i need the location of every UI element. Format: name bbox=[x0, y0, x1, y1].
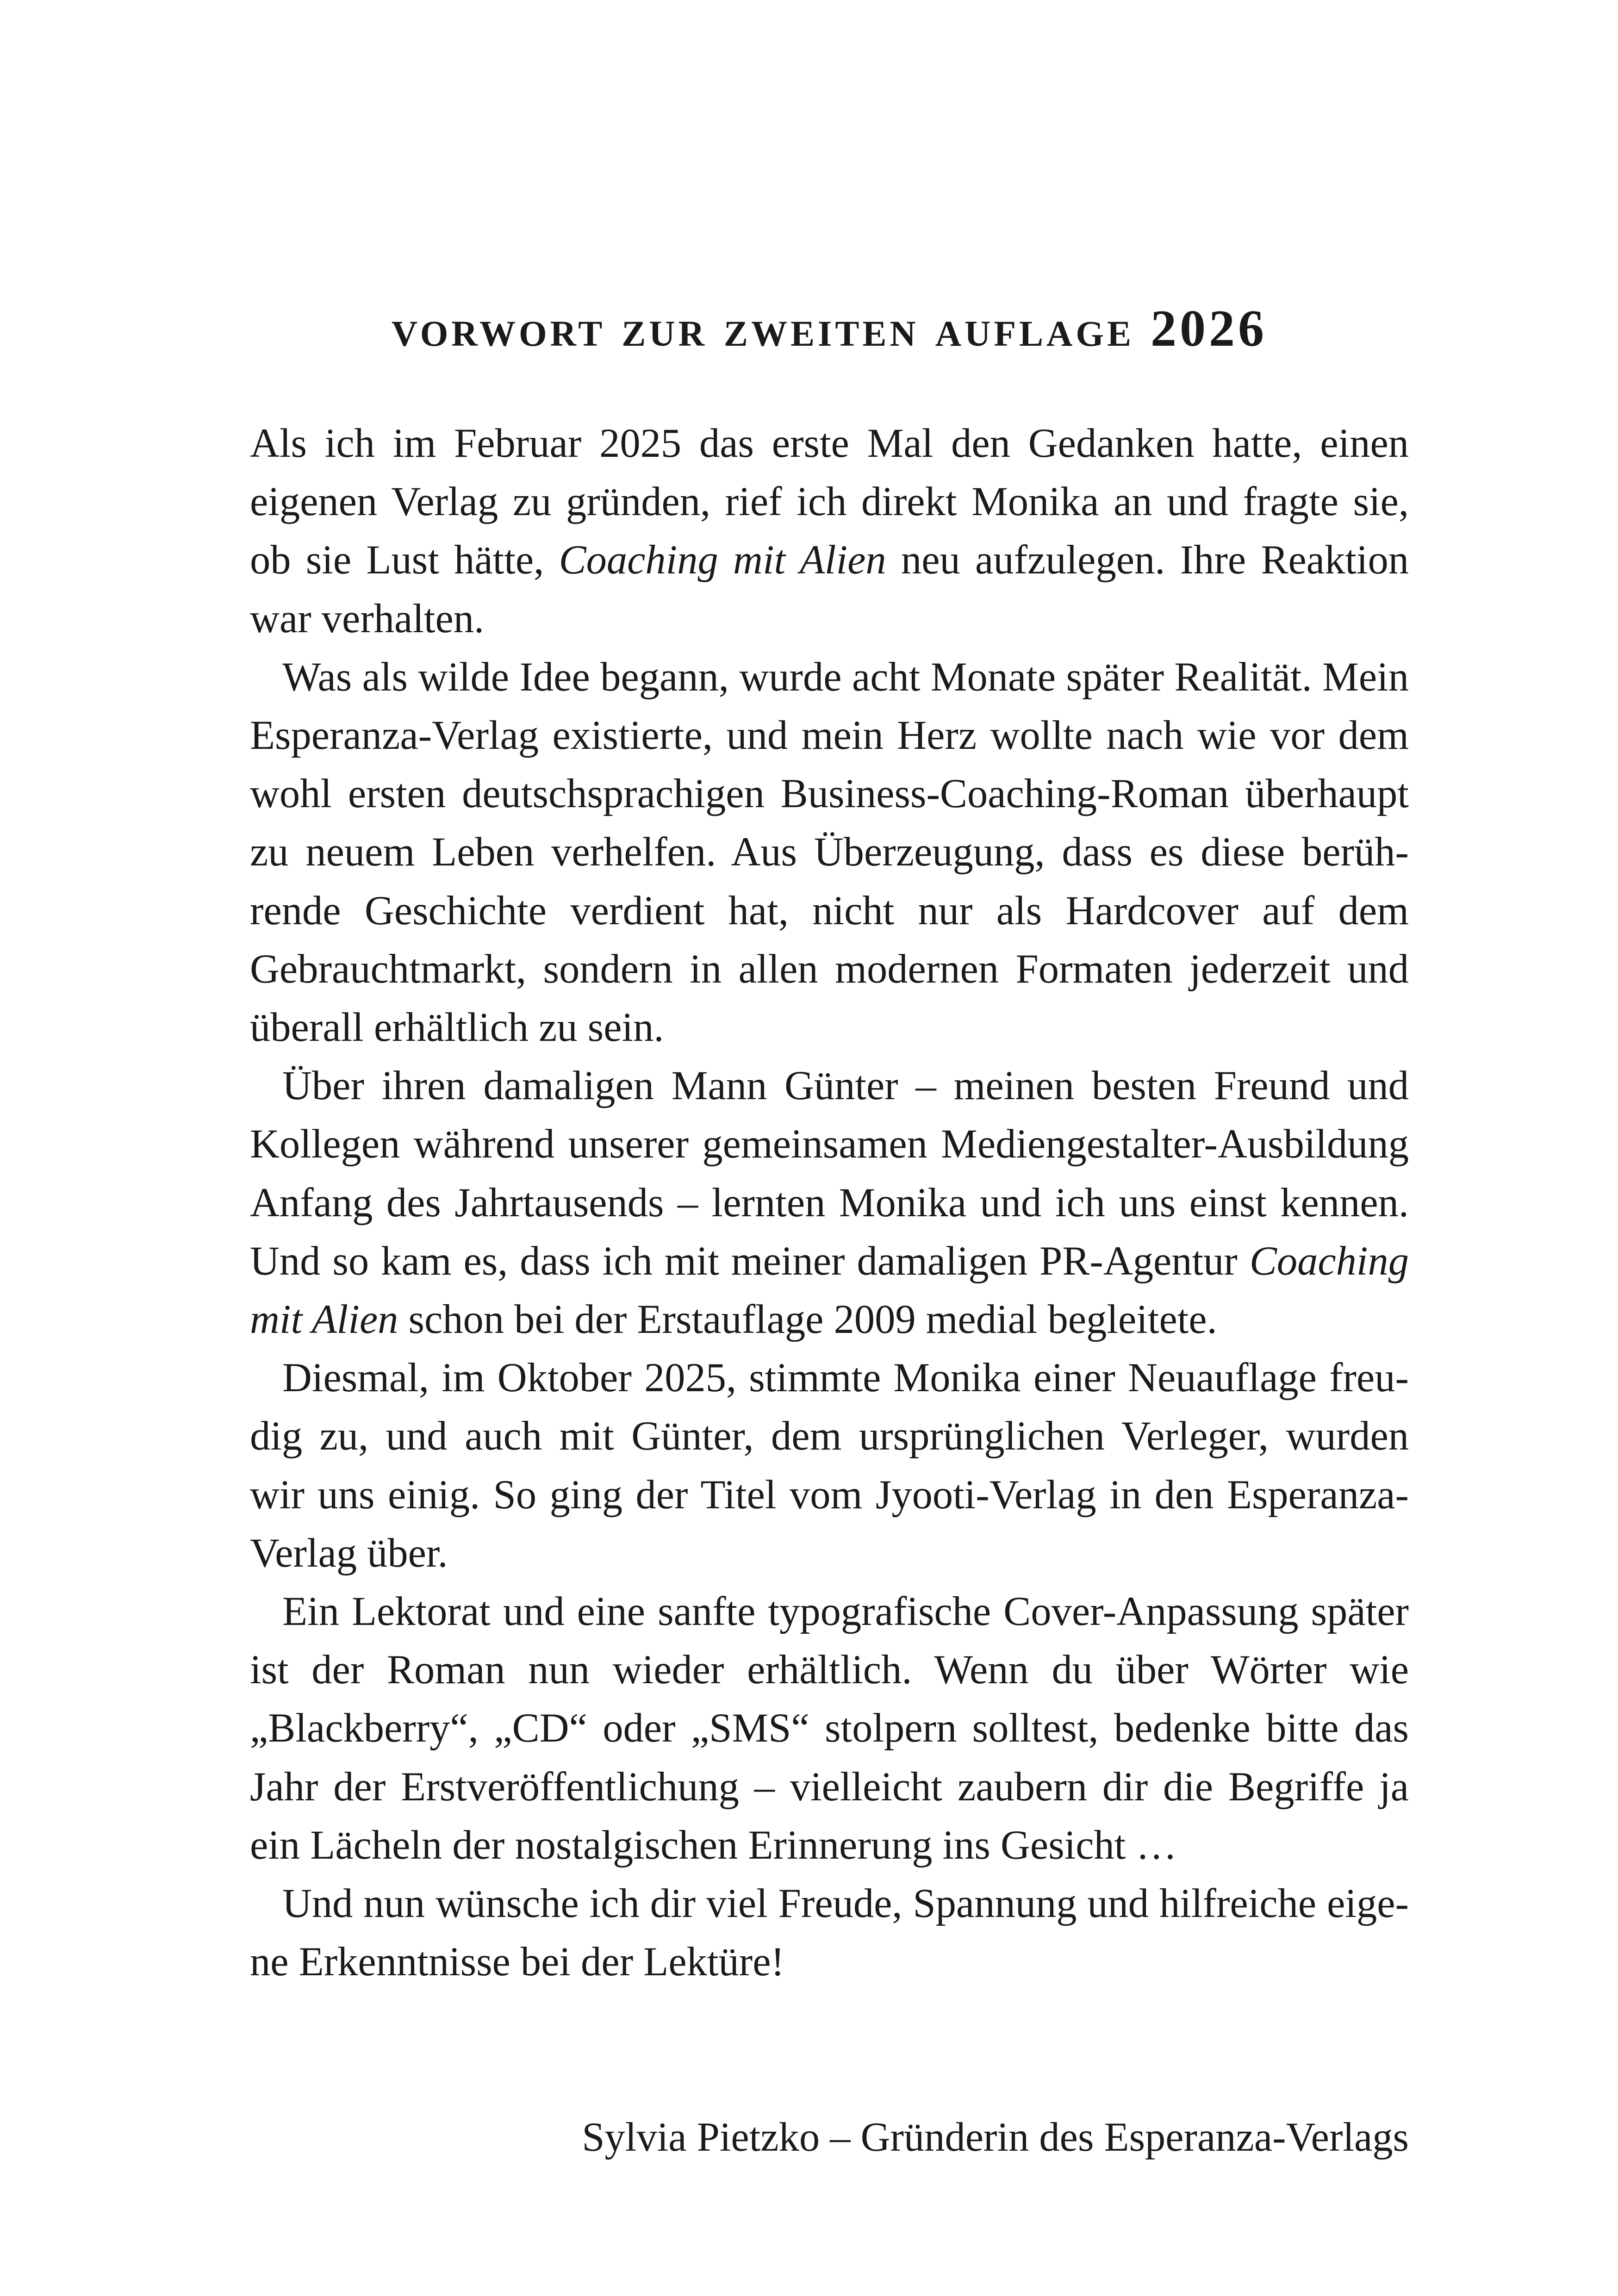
body-paragraph bbox=[250, 1874, 1409, 1991]
paragraph-text: schon bei der Erstauflage 2009 medial begleitete. bbox=[398, 1297, 1217, 1343]
body-paragraph bbox=[250, 1057, 1409, 1349]
body-paragraph bbox=[250, 648, 1409, 1057]
page-title: vorwort zur zweiten auflage 2026 bbox=[391, 300, 1268, 357]
paragraph-text: neu aufzulegen. Ihre Reaktion war verhalten. bbox=[250, 537, 1409, 641]
book-title-text: Coaching mit Alien bbox=[250, 1238, 1409, 1343]
body-paragraph bbox=[250, 1582, 1409, 1874]
paragraph-text: Als ich im Februar 2025 das erste Mal den Gedanken hatte, einen eigenen Verlag zu gründen, rief ich direkt Monika an und fragte sie, ob sie Lust hätte, bbox=[250, 421, 1409, 583]
paragraph-text: Und nun wünsche ich dir viel Freude, Spannung und hilfreiche eigene Erkenntnisse bei der Lektüre! bbox=[250, 1881, 1409, 1985]
paragraph-text: Ein Lektorat und eine sanfte typografische Cover-Anpassung später ist der Roman nun wieder erhältlich. Wenn du über Wörter wie „Blackberry“, „CD“ oder „SMS“ stolpern solltest, bedenke bitte das Jahr der Erstveröffentlichung – vielleicht zaubern dir die Begriffe ja ein Lächeln der nostalgischen Erinnerung ins Gesicht … bbox=[250, 1589, 1409, 1868]
book-title-text: Coaching mit Alien bbox=[559, 537, 886, 583]
paragraph-text: Was als wilde Idee begann, wurde acht Monate später Realität. Mein Esperanza-Verlag existierte, und mein Herz wollte nach wie vor dem wohl ersten deutschsprachigen Business-Coaching-Roman überhaupt zu neuem Leben verhelfen. Aus Überzeugung, dass es diese berührende Geschichte verdient hat, nicht nur als Hardcover auf dem Gebrauchtmarkt, sondern in allen modernen Formaten jederzeit und überall erhältlich zu sein. bbox=[250, 654, 1409, 1051]
foreword-body bbox=[250, 414, 1409, 1991]
paragraph-text: Über ihren damaligen Mann Günter – meinen besten Freund und Kollegen während unserer gemeinsamen Mediengestalter-Ausbildung Anfang des Jahrtausends – lernten Monika und ich uns einst kennen. Und so kam es, dass ich mit meiner damaligen PR-Agentur bbox=[250, 1063, 1409, 1284]
body-paragraph bbox=[250, 414, 1409, 648]
body-paragraph bbox=[250, 1349, 1409, 1582]
paragraph-text: Diesmal, im Oktober 2025, stimmte Monika einer Neuauflage freudig zu, und auch mit Günter, dem ursprünglichen Verleger, wurden wir uns einig. So ging der Titel vom Jyooti-Verlag in den Esperanza-Verlag über. bbox=[250, 1355, 1409, 1576]
author-signature: Sylvia Pietzko – Gründerin des Esperanza-Verlags bbox=[582, 2115, 1409, 2160]
